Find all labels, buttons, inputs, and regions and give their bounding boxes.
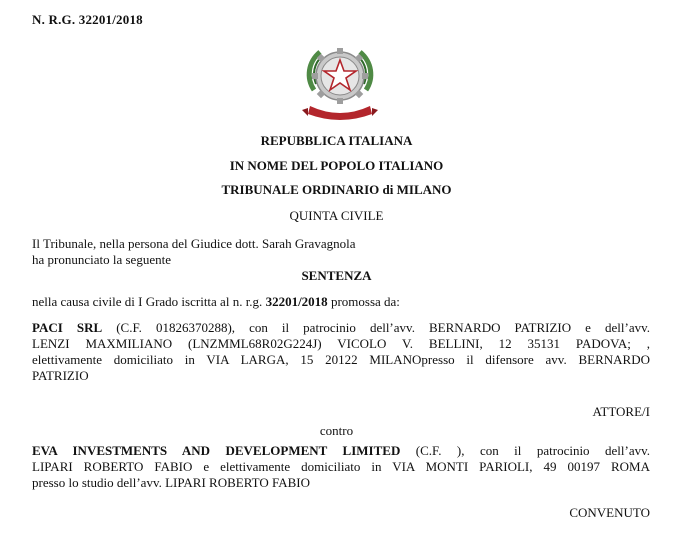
plaintiff-line-3: elettivamente domiciliato in VIA LARGA, 15 20122 MILANOpresso il difensore avv. BERNARDO	[32, 352, 650, 367]
defendant-line-1-rest: (C.F. ), con il patrocinio dell’avv.	[415, 443, 651, 458]
defendant-name: EVA INVESTMENTS AND DEVELOPMENT LIMITED	[32, 443, 401, 458]
cause-line	[32, 294, 650, 310]
cause-suffix: promossa da:	[330, 294, 400, 309]
plaintiff-line-1	[32, 320, 650, 336]
title-tribunal: TRIBUNALE ORDINARIO di MILANO	[221, 182, 452, 197]
plaintiff-role: ATTORE/I	[592, 404, 650, 419]
plaintiff-block	[32, 320, 650, 384]
intro-line-2: ha pronunciato la seguente	[32, 252, 171, 267]
intro-text	[32, 236, 650, 268]
contro-label: contro	[319, 423, 354, 438]
defendant-line-2: LIPARI ROBERTO FABIO e elettivamente domiciliato in VIA MONTI PARIOLI, 49 00197 ROMA	[32, 459, 650, 474]
case-number: N. R.G. 32201/2018	[32, 12, 143, 27]
plaintiff-line-2: LENZI MAXMILIANO (LNZMML68R02G224J) VICOLO V. BELLINI, 12 35131 PADOVA; ,	[32, 336, 650, 351]
cause-number: 32201/2018	[265, 294, 328, 309]
defendant-line-1	[32, 443, 650, 459]
defendant-role: CONVENUTO	[569, 505, 650, 520]
plaintiff-name: PACI SRL	[32, 320, 103, 335]
plaintiff-line-4: PATRIZIO	[32, 368, 89, 383]
plaintiff-line-1-rest: (C.F. 01826370288), con il patrocinio dell’avv. BERNARDO PATRIZIO e dell’avv.	[116, 320, 651, 335]
defendant-line-3: presso lo studio dell’avv. LIPARI ROBERTO FABIO	[32, 475, 311, 490]
section-name: QUINTA CIVILE	[289, 208, 384, 223]
defendant-block	[32, 443, 650, 491]
cause-prefix: nella causa civile di I Grado iscritta al n. r.g.	[32, 294, 263, 309]
title-republic: REPUBBLICA ITALIANA	[260, 133, 413, 148]
italian-republic-emblem-icon	[300, 40, 380, 124]
title-people: IN NOME DEL POPOLO ITALIANO	[229, 158, 444, 173]
intro-line-1: Il Tribunale, nella persona del Giudice dott. Sarah Gravagnola	[32, 236, 356, 251]
sentenza-title: SENTENZA	[301, 268, 372, 283]
